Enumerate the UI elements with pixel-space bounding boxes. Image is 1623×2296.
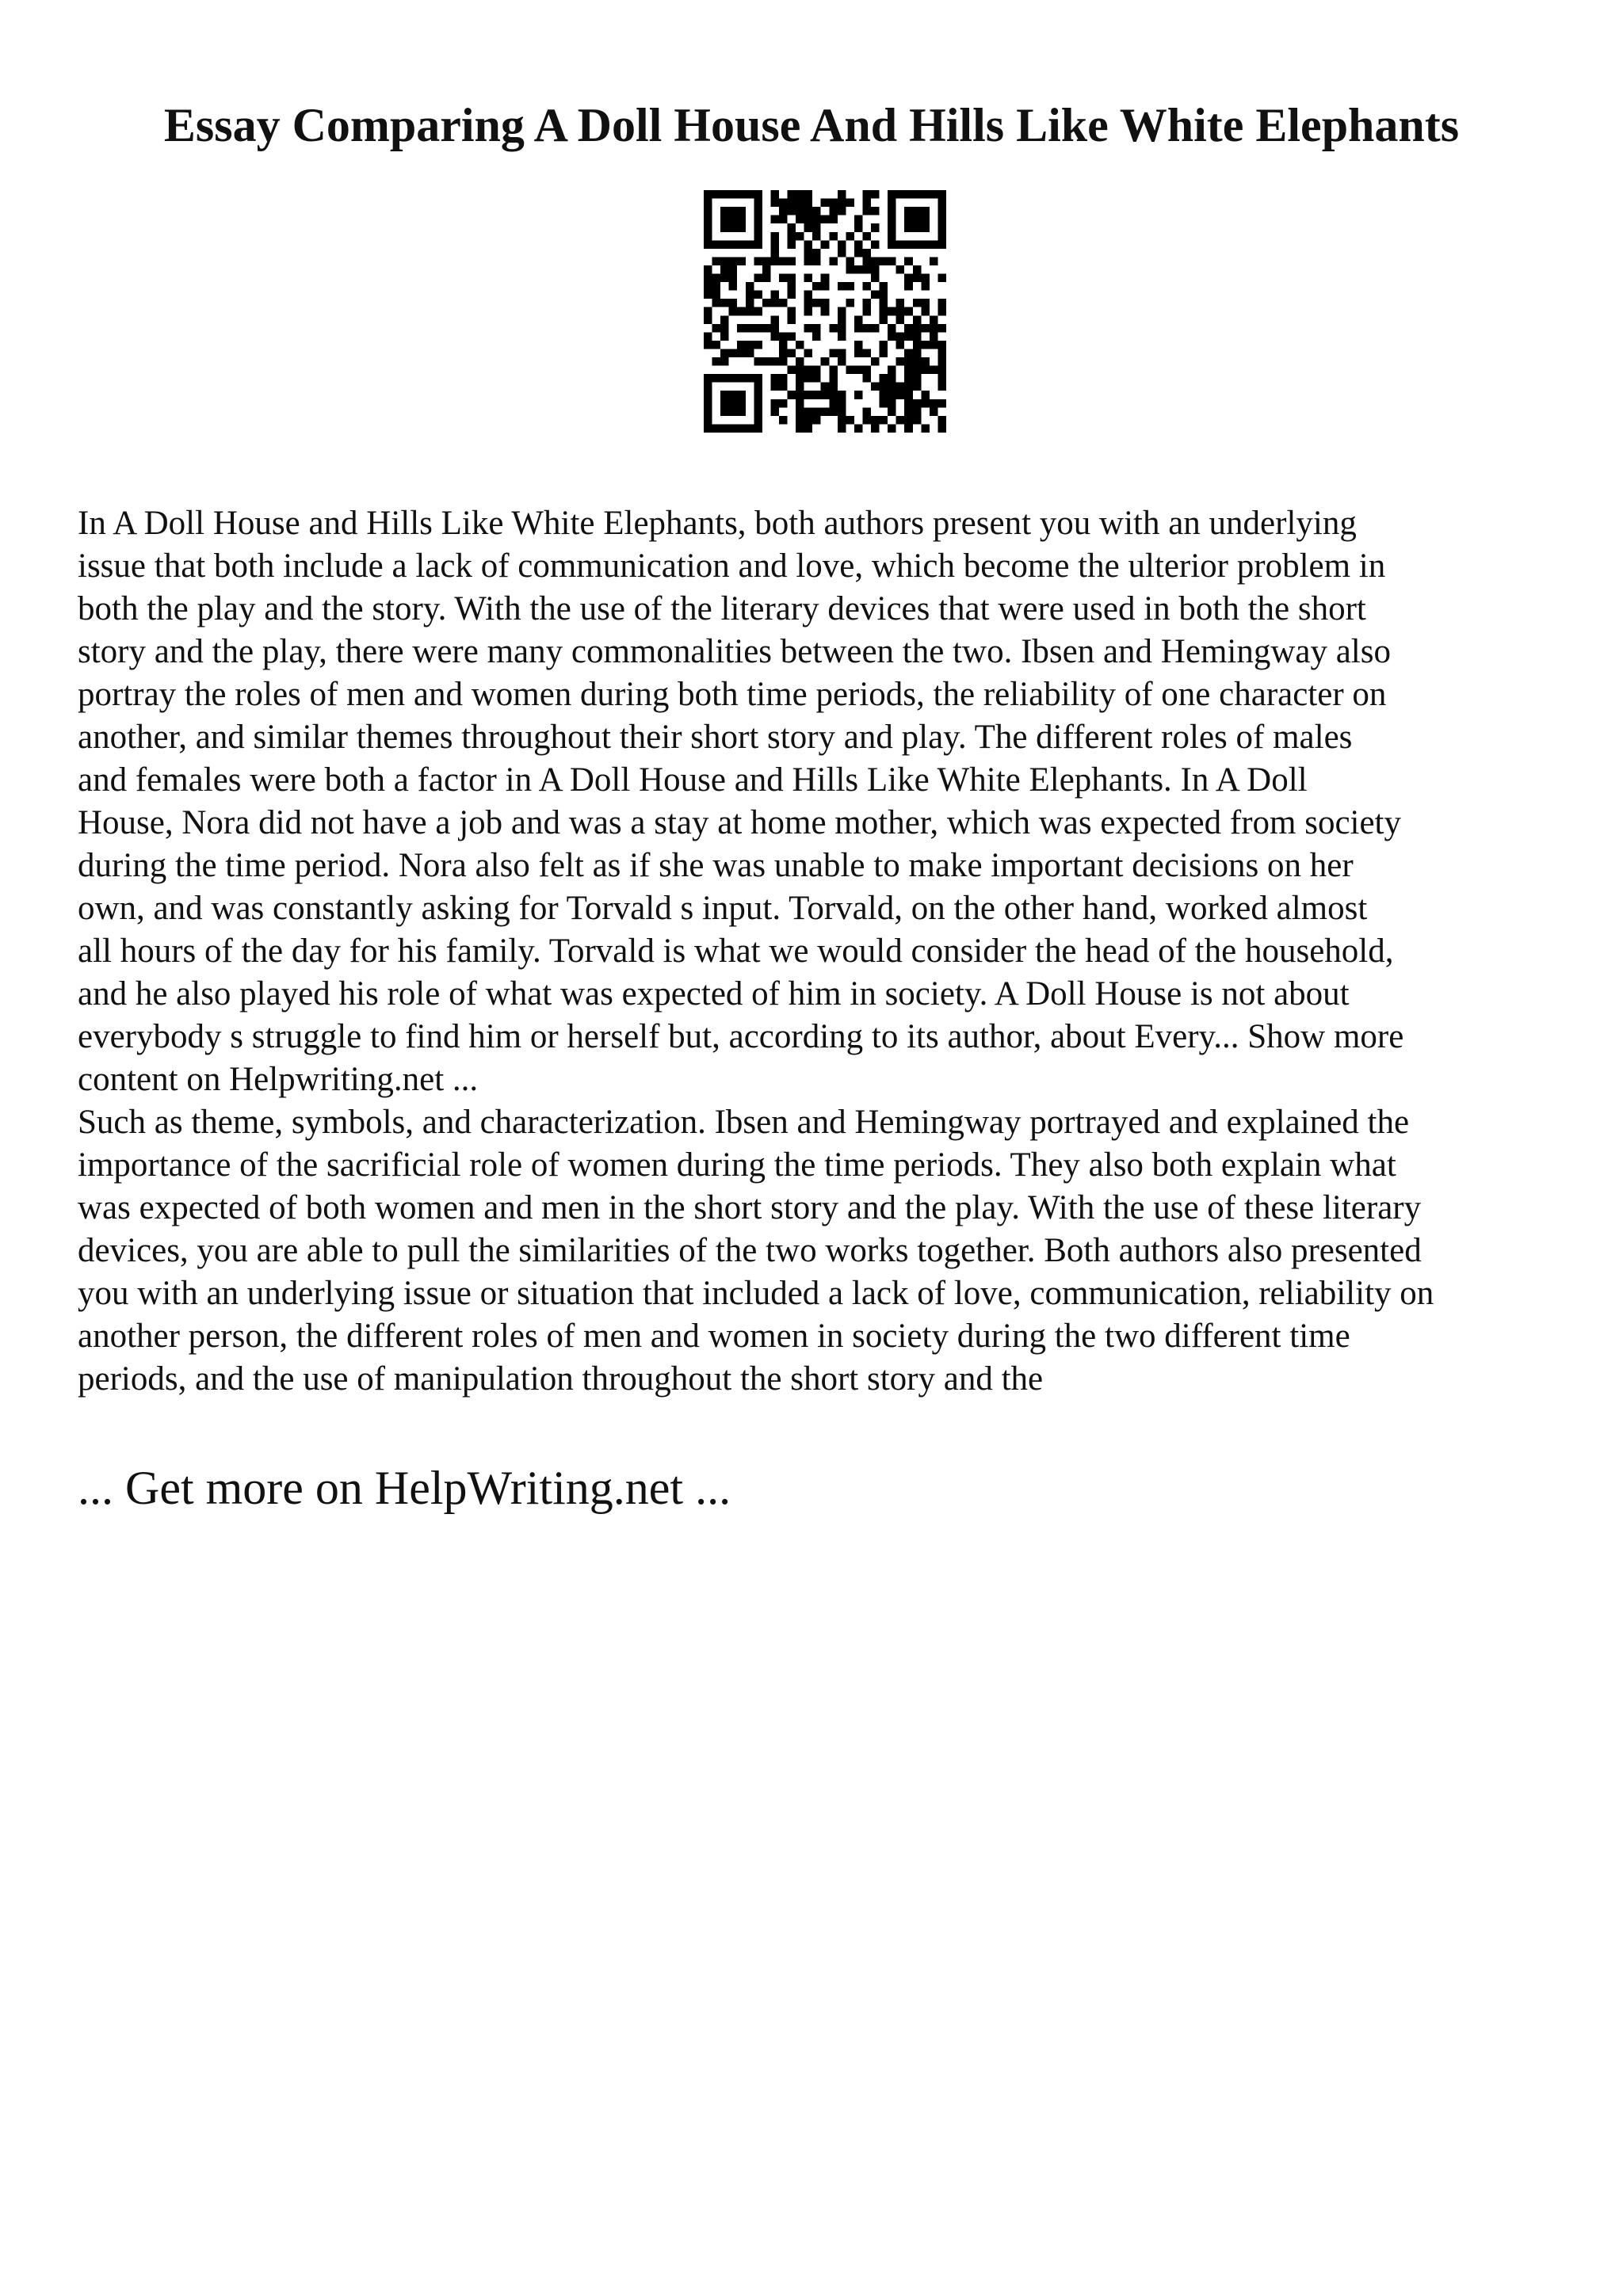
text-line: importance of the sacrificial role of women during the time periods. They also both explain what [78,1146,1396,1184]
text-line: House, Nora did not have a job and was a stay at home mother, which was expected from society [78,804,1402,841]
text-line: during the time period. Nora also felt as if she was unable to make important decisions on her [78,847,1354,884]
text-line: and he also played his role of what was expected of him in society. A Doll House is not about [78,975,1350,1013]
text-line: Such as theme, symbols, and characterization. Ibsen and Hemingway portrayed and explained the [78,1104,1410,1141]
text-line: another person, the different roles of men and women in society during the two different time [78,1318,1350,1355]
text-line: periods, and the use of manipulation throughout the short story and the [78,1360,1044,1398]
text-line: portray the roles of men and women during both time periods, the reliability of one character on [78,676,1387,713]
text-line: another, and similar themes throughout their short story and play. The different roles of males [78,719,1353,756]
text-line: issue that both include a lack of communication and love, which become the ulterior problem in [78,547,1386,585]
page-title: Essay Comparing A Doll House And Hills Like White Elephants [163,99,1460,151]
text-line: content on Helpwriting.net ... [78,1061,479,1098]
text-line: and females were both a factor in A Doll House and Hills Like White Elephants. In A Doll [78,761,1308,799]
paragraph-2 [78,1101,1568,1401]
paragraph-1 [78,502,1568,1101]
text-line: both the play and the story. With the use of the literary devices that were used in both the short [78,590,1366,627]
text-line: own, and was constantly asking for Torvald s input. Torvald, on the other hand, worked almost [78,890,1368,927]
text-line: In A Doll House and Hills Like White Elephants, both authors present you with an underlying [78,505,1357,542]
text-line: you with an underlying issue or situation that included a lack of love, communication, reliability on [78,1275,1434,1312]
text-line: story and the play, there were many commonalities between the two. Ibsen and Hemingway also [78,633,1391,670]
text-line: devices, you are able to pull the similarities of the two works together. Both authors also presented [78,1232,1422,1269]
qr-code-graphic [704,190,946,433]
text-line: all hours of the day for his family. Torvald is what we would consider the head of the household, [78,933,1394,970]
text-line: was expected of both women and men in the short story and the play. With the use of these literary [78,1189,1422,1226]
qr-code-icon [704,190,946,433]
get-more-link[interactable]: ... Get more on HelpWriting.net ... [78,1462,731,1514]
essay-body [78,502,1568,1401]
text-line: everybody s struggle to find him or herself but, according to its author, about Every... Show more [78,1018,1404,1055]
